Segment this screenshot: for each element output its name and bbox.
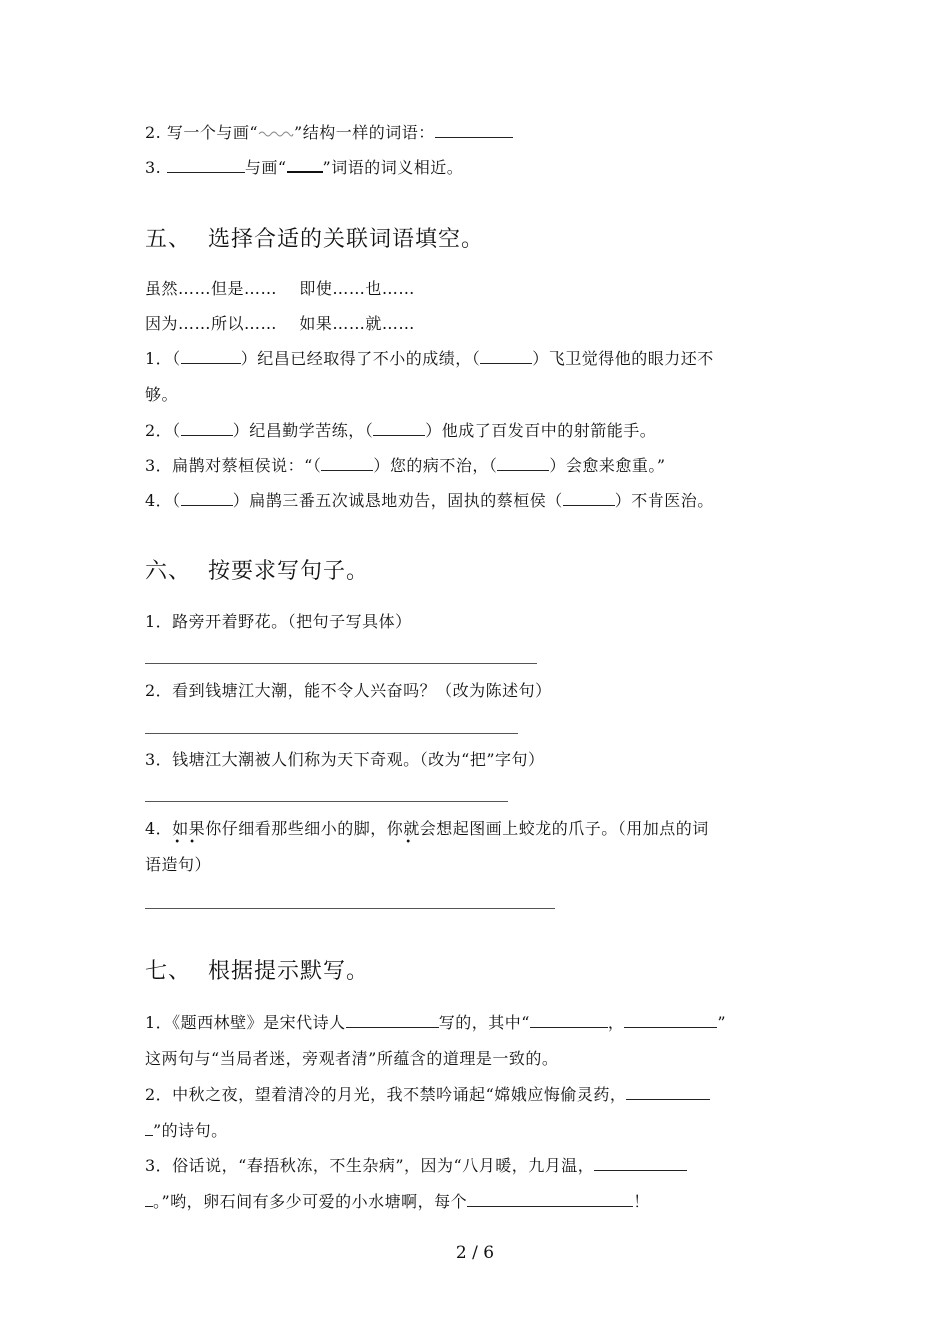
answer-blank[interactable] xyxy=(563,491,615,506)
q4-item-2: 2. 写一个与画“ ”结构一样的词语： xyxy=(145,122,513,144)
answer-blank[interactable] xyxy=(467,1192,633,1207)
answer-blank[interactable] xyxy=(497,456,549,471)
s6-question-2: 2．看到钱塘江大潮，能不令人兴奋吗？（改为陈述句） xyxy=(145,681,552,700)
section-5-heading: 五、 选择合适的关联词语填空。 xyxy=(145,227,485,252)
s5-question-4: 4．（ ）扁鹊三番五次诚恳地劝告，固执的蔡桓侯（ ）不肯医治。 xyxy=(145,491,714,510)
wavy-underline-mark xyxy=(258,128,294,138)
answer-line[interactable] xyxy=(145,908,555,909)
s7-question-2-cont: ”的诗句。 xyxy=(145,1120,228,1142)
page-number: 2 / 6 xyxy=(455,1243,495,1263)
section-6-heading: 六、 按要求写句子。 xyxy=(145,559,370,584)
answer-blank[interactable] xyxy=(346,1013,439,1028)
answer-blank[interactable] xyxy=(624,1013,717,1028)
s7-question-1-cont: 这两句与“当局者迷，旁观者清”所蕴含的道理是一致的。 xyxy=(145,1049,559,1068)
answer-blank[interactable] xyxy=(435,123,513,138)
s7-question-1: 1．《题西林壁》是宋代诗人 写的，其中“ ， ” xyxy=(145,1013,727,1032)
s5-question-1: 1．（ ）纪昌已经取得了不小的成绩，（ ）飞卫觉得他的眼力还不 xyxy=(145,349,714,368)
answer-line[interactable] xyxy=(145,801,508,802)
answer-blank[interactable] xyxy=(181,349,241,364)
conjunction-options-2: 因为……所以…… 如果……就…… xyxy=(145,314,415,333)
s6-question-4: 4．如果 •• 你仔细看那些细小的脚，你就 • 会想起图画上蛟龙的爪子。（用加点的词 xyxy=(145,819,709,848)
answer-blank[interactable] xyxy=(373,421,425,436)
answer-blank[interactable] xyxy=(167,158,245,173)
s7-question-3: 3．俗话说，“春捂秋冻，不生杂病”，因为“八月暖，九月温， xyxy=(145,1155,687,1177)
answer-blank[interactable] xyxy=(480,349,532,364)
answer-blank[interactable] xyxy=(145,1192,153,1207)
conjunction-options-1: 虽然……但是…… 即使……也…… xyxy=(145,279,415,298)
answer-line[interactable] xyxy=(145,663,537,664)
answer-blank[interactable] xyxy=(594,1156,687,1171)
emphasis-dots: • xyxy=(405,837,421,848)
answer-line[interactable] xyxy=(145,733,518,734)
section-7-heading: 七、 根据提示默写。 xyxy=(145,959,370,984)
q4-item-3: 3. 与画“ ”词语的词义相近。 xyxy=(145,158,464,177)
answer-blank[interactable] xyxy=(181,491,233,506)
s5-question-1-cont: 够。 xyxy=(145,385,179,404)
s6-question-3: 3．钱塘江大潮被人们称为天下奇观。（改为“把”字句） xyxy=(145,750,545,769)
straight-underline-mark xyxy=(287,157,323,173)
answer-blank[interactable] xyxy=(626,1085,710,1100)
s7-question-2: 2．中秋之夜，望着清冷的月光，我不禁吟诵起“嫦娥应悔偷灵药， xyxy=(145,1084,710,1106)
emphasis-dots: •• xyxy=(174,837,204,848)
emphasis-word-jiu: 就 • xyxy=(403,819,421,848)
s6-question-4-cont: 语造句） xyxy=(145,855,212,874)
answer-blank[interactable] xyxy=(181,421,233,436)
answer-blank[interactable] xyxy=(321,456,373,471)
s7-question-3-cont: 。”哟，卵石间有多少可爱的小水塘啊，每个 ！ xyxy=(145,1191,650,1213)
s6-question-1: 1．路旁开着野花。（把句子写具体） xyxy=(145,612,412,631)
answer-blank[interactable] xyxy=(530,1013,608,1028)
s5-question-2: 2．（ ）纪昌勤学苦练，（ ）他成了百发百中的射箭能手。 xyxy=(145,421,657,440)
s5-question-3: 3．扁鹊对蔡桓侯说：“（ ）您的病不治，（ ）会愈来愈重。” xyxy=(145,456,666,475)
emphasis-word-ruguo: 如果 •• xyxy=(172,819,206,848)
answer-blank[interactable] xyxy=(145,1121,153,1136)
